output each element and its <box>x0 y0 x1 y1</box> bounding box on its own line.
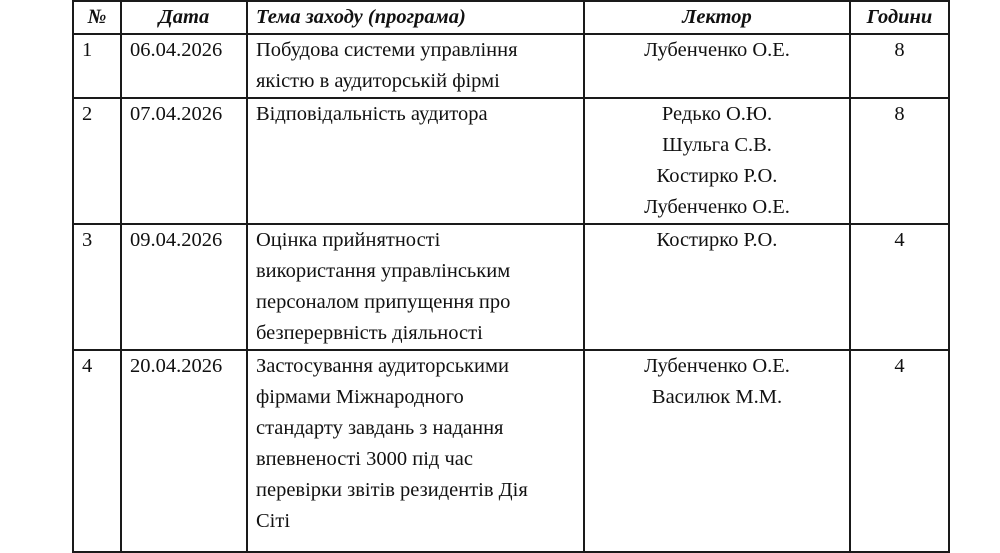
row-hours: 4 <box>850 350 949 552</box>
row-number: 1 <box>73 34 121 98</box>
topic-line: впевненості 3000 під час <box>256 448 473 470</box>
header-date: Дата <box>121 1 247 34</box>
table-row <box>73 224 949 350</box>
row-lecturers <box>584 350 850 552</box>
header-lecturer: Лектор <box>584 1 850 34</box>
row-hours: 4 <box>850 224 949 350</box>
header-number: № <box>73 1 121 34</box>
row-date: 07.04.2026 <box>121 98 247 224</box>
header-topic: Тема заходу (програма) <box>247 1 584 34</box>
row-topic <box>247 350 584 552</box>
topic-line: перевірки звітів резидентів Дія <box>256 479 528 501</box>
lecturer-name: Шульга С.В. <box>662 134 772 156</box>
row-number: 4 <box>73 350 121 552</box>
row-lecturers <box>584 224 850 350</box>
row-topic <box>247 98 584 224</box>
topic-line: Оцінка прийнятності <box>256 229 441 251</box>
topic-line: фірмами Міжнародного <box>256 386 464 408</box>
topic-line: Застосування аудиторськими <box>256 355 509 377</box>
lecturer-name: Лубенченко О.Е. <box>644 39 790 61</box>
table-row <box>73 98 949 224</box>
topic-line: стандарту завдань з надання <box>256 417 504 439</box>
header-hours: Години <box>850 1 949 34</box>
topic-line: використання управлінським <box>256 260 511 282</box>
topic-line: Сіті <box>256 510 291 532</box>
lecturer-name: Костирко Р.О. <box>656 165 778 187</box>
lecturer-name: Лубенченко О.Е. <box>644 196 790 218</box>
lecturer-name: Василюк М.М. <box>651 386 783 408</box>
table-row <box>73 34 949 98</box>
topic-line: персоналом припущення про <box>256 291 511 313</box>
row-hours: 8 <box>850 34 949 98</box>
row-date: 09.04.2026 <box>121 224 247 350</box>
lecturer-name: Лубенченко О.Е. <box>644 355 790 377</box>
table-row <box>73 350 949 552</box>
lecturer-name: Редько О.Ю. <box>661 103 773 125</box>
table-header-row <box>73 1 949 34</box>
topic-line: Відповідальність аудитора <box>256 103 488 125</box>
row-number: 3 <box>73 224 121 350</box>
lecturer-name: Костирко Р.О. <box>656 229 778 251</box>
row-date: 20.04.2026 <box>121 350 247 552</box>
topic-line: безперервність діяльності <box>256 322 483 344</box>
row-topic <box>247 224 584 350</box>
row-hours: 8 <box>850 98 949 224</box>
row-lecturers <box>584 98 850 224</box>
topic-line: Побудова системи управління <box>256 39 518 61</box>
schedule-table <box>72 0 950 553</box>
row-date: 06.04.2026 <box>121 34 247 98</box>
row-topic <box>247 34 584 98</box>
row-number: 2 <box>73 98 121 224</box>
topic-line: якістю в аудиторській фірмі <box>256 70 500 92</box>
row-lecturers <box>584 34 850 98</box>
